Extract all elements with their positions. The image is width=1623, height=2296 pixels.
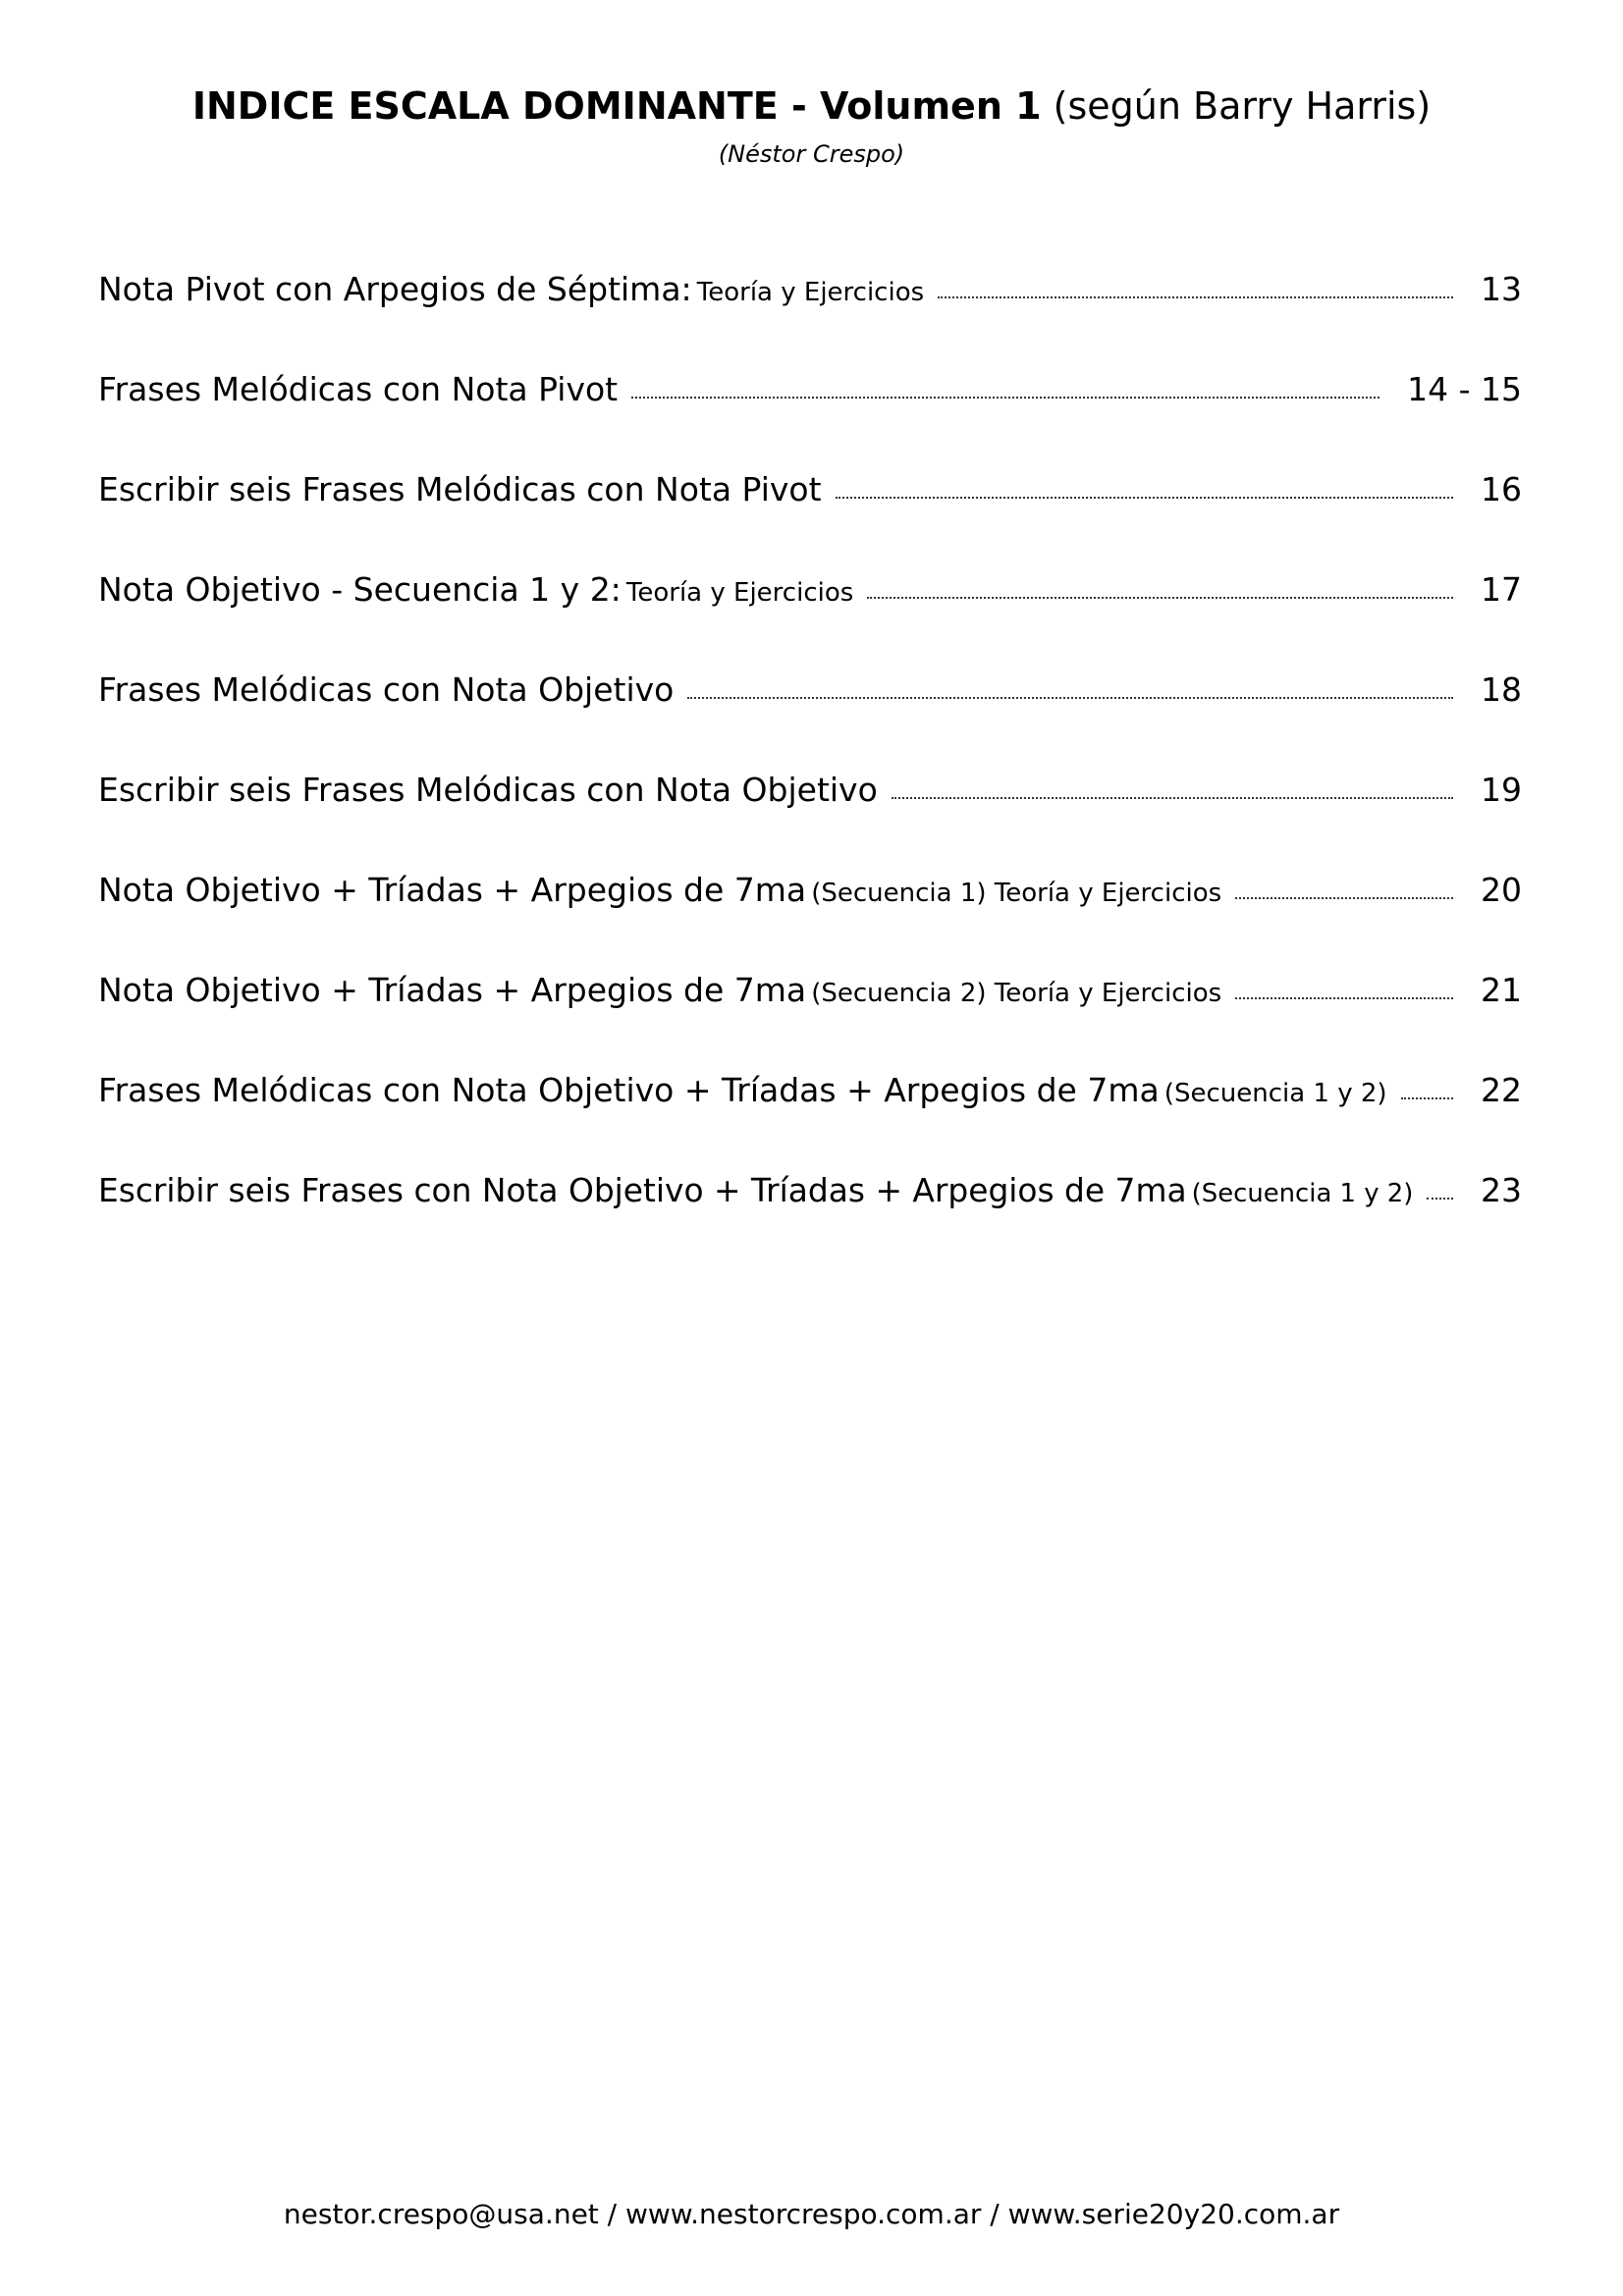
toc-entry-title: Escribir seis Frases Melódicas con Nota Pivot bbox=[98, 470, 822, 508]
toc-entry-label bbox=[98, 567, 853, 618]
toc-entry-label bbox=[98, 768, 878, 819]
page-author: (Néstor Crespo) bbox=[718, 140, 905, 168]
toc-entry-label bbox=[98, 1168, 1413, 1219]
toc-entry-title: Escribir seis Frases Melódicas con Nota Objetivo bbox=[98, 771, 878, 809]
toc-entry-leader bbox=[631, 397, 1380, 399]
toc-entry-leader bbox=[892, 797, 1453, 799]
toc-entry bbox=[98, 968, 1522, 1013]
toc-entry-label bbox=[98, 1068, 1387, 1119]
toc-entry-subtitle: (Secuencia 1 y 2) bbox=[1163, 1079, 1387, 1108]
toc-entry-subtitle: Teoría y Ejercicios bbox=[696, 278, 925, 307]
toc-entry-page: 23 bbox=[1481, 1171, 1522, 1209]
toc-entry-title: Nota Objetivo + Tríadas + Arpegios de 7ma bbox=[98, 971, 807, 1009]
toc-entry-page: 13 bbox=[1481, 270, 1522, 308]
toc-entry-page: 20 bbox=[1481, 871, 1522, 909]
toc-entry-page: 14 - 15 bbox=[1407, 370, 1522, 408]
toc-entry-page: 19 bbox=[1481, 771, 1522, 809]
toc-entry-title: Nota Objetivo - Secuencia 1 y 2: bbox=[98, 570, 622, 609]
toc-entry-page: 21 bbox=[1481, 971, 1522, 1009]
toc-entry-leader bbox=[867, 597, 1453, 599]
page-title-bold: INDICE ESCALA DOMINANTE - Volumen 1 bbox=[191, 84, 1042, 128]
toc-entry-page: 18 bbox=[1481, 670, 1522, 709]
toc-entry-leader bbox=[687, 697, 1453, 699]
toc-entry bbox=[98, 367, 1522, 412]
toc-entry-leader bbox=[836, 497, 1453, 499]
page-title-normal: (según Barry Harris) bbox=[1053, 84, 1432, 128]
toc-entry bbox=[98, 667, 1522, 713]
toc-entry-page: 16 bbox=[1481, 470, 1522, 508]
toc-entry-title: Frases Melódicas con Nota Pivot bbox=[98, 370, 619, 408]
page-footer: nestor.crespo@usa.net / www.nestorcrespo.com.ar / www.serie20y20.com.ar bbox=[283, 2198, 1340, 2230]
toc-entry-label bbox=[98, 267, 924, 318]
toc-entry-leader bbox=[938, 296, 1453, 298]
toc-entry-page: 17 bbox=[1481, 570, 1522, 609]
toc-entry-label bbox=[98, 667, 674, 719]
toc-entry-leader bbox=[1427, 1198, 1453, 1200]
toc-entry-subtitle: (Secuencia 2) Teoría y Ejercicios bbox=[811, 979, 1222, 1008]
page-title bbox=[0, 82, 1623, 130]
toc-entry bbox=[98, 768, 1522, 813]
toc-entry bbox=[98, 467, 1522, 512]
toc-entry bbox=[98, 567, 1522, 613]
toc-entry-label bbox=[98, 367, 618, 418]
toc-entry bbox=[98, 868, 1522, 913]
toc-entry bbox=[98, 1068, 1522, 1113]
toc-entry-label bbox=[98, 467, 822, 518]
toc-entry-title: Frases Melódicas con Nota Objetivo bbox=[98, 670, 675, 709]
toc-entry bbox=[98, 267, 1522, 312]
toc-entry-subtitle: (Secuencia 1) Teoría y Ejercicios bbox=[811, 879, 1222, 908]
toc-entry-leader bbox=[1235, 897, 1453, 899]
toc-entry-title: Frases Melódicas con Nota Objetivo + Tríadas + Arpegios de 7ma bbox=[98, 1071, 1160, 1109]
toc-entry-leader bbox=[1235, 997, 1453, 999]
toc-entry-subtitle: Teoría y Ejercicios bbox=[625, 578, 854, 608]
toc-entry-title: Nota Objetivo + Tríadas + Arpegios de 7ma bbox=[98, 871, 807, 909]
toc-entry-leader bbox=[1401, 1097, 1453, 1099]
toc-entry-page: 22 bbox=[1481, 1071, 1522, 1109]
toc-entry-title: Escribir seis Frases con Nota Objetivo + Tríadas + Arpegios de 7ma bbox=[98, 1172, 1187, 1209]
toc-entry-label bbox=[98, 968, 1221, 1019]
toc-entry bbox=[98, 1168, 1522, 1213]
toc-entry-label bbox=[98, 868, 1221, 919]
toc-entry-title: Nota Pivot con Arpegios de Séptima: bbox=[98, 270, 692, 308]
toc-entry-subtitle: (Secuencia 1 y 2) bbox=[1191, 1179, 1414, 1208]
